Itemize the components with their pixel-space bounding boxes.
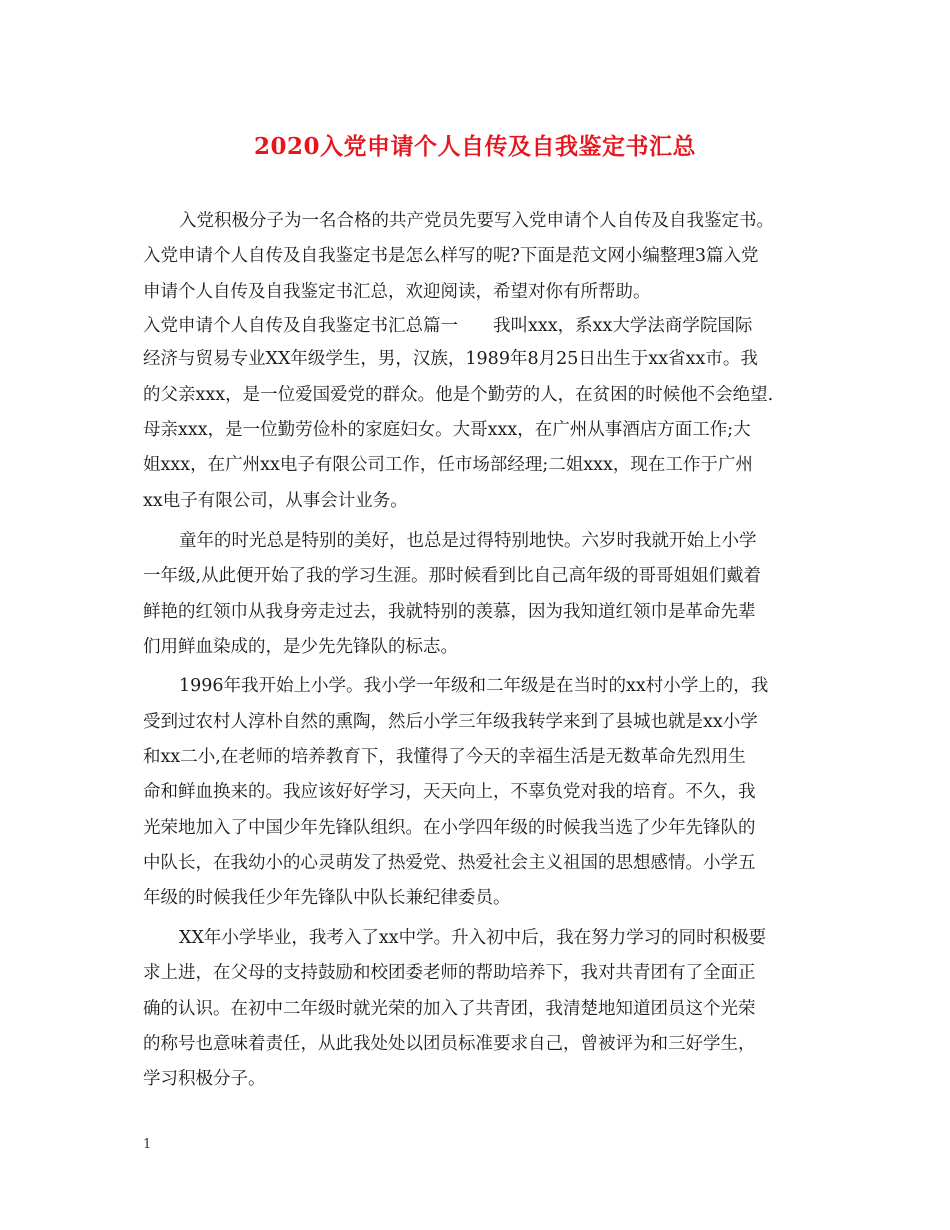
- text-line: 一年级,从此便开始了我的学习生涯。那时候看到比自己高年级的哥哥姐姐们戴着: [143, 566, 762, 586]
- text-line: 1996年我开始上小学。我小学一年级和二年级是在当时的xx村小学上的，我: [179, 676, 769, 696]
- text-line: 入党申请个人自传及自我鉴定书汇总篇一 我叫xxx，系xx大学法商学院国际: [143, 316, 753, 336]
- text-line: 入党积极分子为一名合格的共产党员先要写入党申请个人自传及自我鉴定书。: [179, 211, 774, 231]
- text-line: 鲜艳的红领巾从我身旁走过去，我就特别的羡慕，因为我知道红领巾是革命先辈: [143, 602, 756, 622]
- text-line: 母亲xxx，是一位勤劳俭朴的家庭妇女。大哥xxx，在广州从事酒店方面工作;大: [143, 420, 751, 440]
- text-line: 经济与贸易专业XX年级学生，男，汉族，1989年8月25日出生于xx省xx市。我: [143, 349, 758, 369]
- text-line: 和xx二小,在老师的培养教育下，我懂得了今天的幸福生活是无数革命先烈用生: [143, 747, 746, 767]
- text-line: 光荣地加入了中国少年先锋队组织。在小学四年级的时候我当选了少年先锋队的: [143, 818, 756, 838]
- text-line: 受到过农村人淳朴自然的熏陶，然后小学三年级我转学来到了县城也就是xx小学: [143, 712, 758, 732]
- page-number: 1: [143, 1137, 152, 1152]
- text-line: 童年的时光总是特别的美好，也总是过得特别地快。六岁时我就开始上小学: [179, 531, 757, 551]
- text-line: 申请个人自传及自我鉴定书汇总，欢迎阅读，希望对你有所帮助。: [143, 282, 651, 302]
- text-line: 中队长，在我幼小的心灵萌发了热爱党、热爱社会主义祖国的思想感情。小学五: [143, 853, 756, 873]
- text-line: 的称号也意味着责任，从此我处处以团员标准要求自己，曾被评为和三好学生，: [143, 1034, 756, 1054]
- text-line: 的父亲xxx，是一位爱国爱党的群众。他是个勤劳的人，在贫困的时候他不会绝望.: [143, 385, 774, 405]
- text-line: 学习积极分子。: [143, 1069, 266, 1089]
- text-line: 确的认识。在初中二年级时就光荣的加入了共青团，我清楚地知道团员这个光荣: [143, 999, 756, 1019]
- text-line: 年级的时候我任少年先锋队中队长兼纪律委员。: [143, 888, 511, 908]
- document-title: 2020入党申请个人自传及自我鉴定书汇总: [253, 133, 696, 160]
- text-line: XX年小学毕业，我考入了xx中学。升入初中后，我在努力学习的同时积极要: [179, 928, 767, 948]
- text-line: 姐xxx，在广州xx电子有限公司工作，任市场部经理;二姐xxx，现在工作于广州: [143, 455, 753, 475]
- text-line: 求上进，在父母的支持鼓励和校团委老师的帮助培养下，我对共青团有了全面正: [143, 963, 756, 983]
- text-line: 们用鲜血染成的，是少先先锋队的标志。: [143, 637, 458, 657]
- text-line: 命和鲜血换来的。我应该好好学习，天天向上，不辜负党对我的培育。不久，我: [143, 782, 756, 802]
- text-line: 入党申请个人自传及自我鉴定书是怎么样写的呢?下面是范文网小编整理3篇入党: [143, 246, 759, 266]
- text-line: xx电子有限公司，从事会计业务。: [143, 491, 408, 511]
